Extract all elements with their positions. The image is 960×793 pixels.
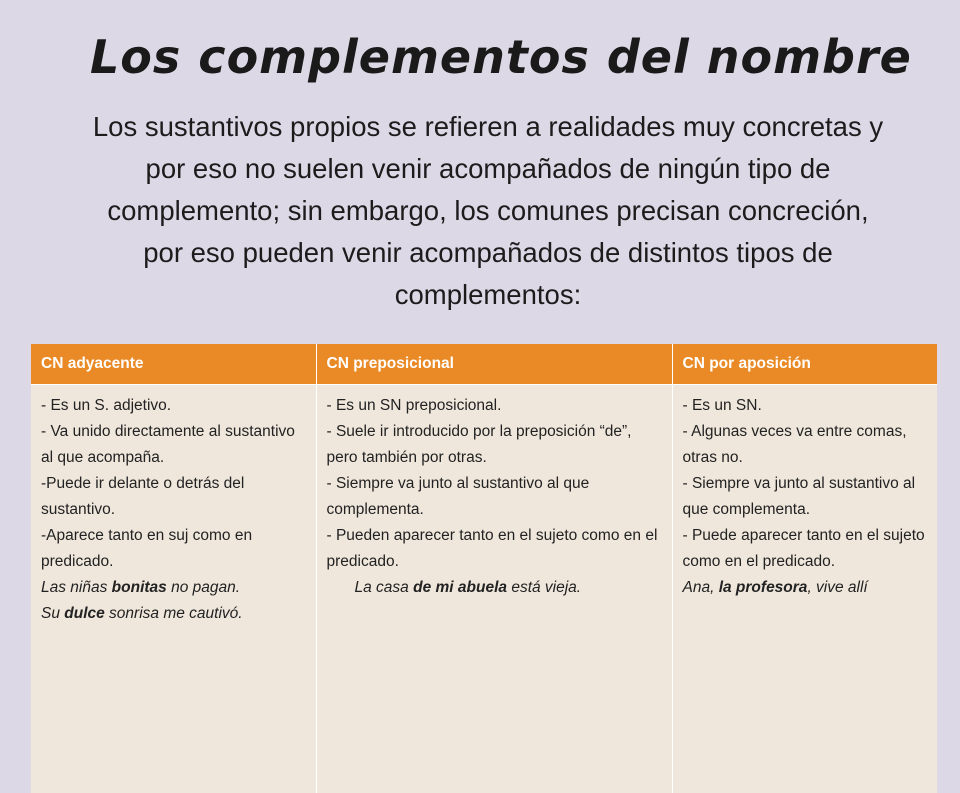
list-item: - Va unido directamente al sustantivo al que acompaña. [41,419,307,471]
example-text: La casa [355,579,414,596]
list-item: - Es un S. adjetivo. [41,393,307,419]
list-item: -Aparece tanto en suj como en predicado. [41,523,307,575]
example-sentence [327,575,663,601]
example-text: está vieja. [507,579,581,596]
cell-cn-aposicion [672,385,937,793]
example-sentence [683,575,929,601]
list-item: - Es un SN preposicional. [327,393,663,419]
table-header-row [31,344,937,385]
list-item: - Pueden aparecer tanto en el sujeto como en el predicado. [327,523,663,575]
list-item: -Puede ir delante o detrás del sustantivo. [41,471,307,523]
example-text: Ana, [683,579,719,596]
example-highlight: la profesora [719,579,808,596]
list-item: - Suele ir introducido por la preposición “de”, pero también por otras. [327,419,663,471]
example-text: Su [41,605,64,622]
intro-paragraph: Los sustantivos propios se refieren a realidades muy concretas y por eso no suelen venir acompañados de ningún tipo de complemento; sin embargo, los comunes precisan concreción, por eso pueden venir acompañados de distintos tipos de complementos: [88,106,888,316]
example-highlight: de mi abuela [413,579,507,596]
example-text: no pagan. [167,579,240,596]
complements-table [31,344,937,793]
example-sentence [41,601,307,627]
header-cn-aposicion: CN por aposición [672,344,937,385]
example-text: sonrisa me cautivó. [105,605,243,622]
example-text: Las niñas [41,579,112,596]
cell-cn-preposicional [316,385,672,793]
example-highlight: dulce [64,605,104,622]
header-cn-adyacente: CN adyacente [31,344,316,385]
slide-title: Los complementos del nombre [90,30,912,84]
example-text: , vive allí [807,579,867,596]
list-item: - Puede aparecer tanto en el sujeto como en el predicado. [683,523,929,575]
list-item: - Algunas veces va entre comas, otras no. [683,419,929,471]
list-item: - Es un SN. [683,393,929,419]
list-item: - Siempre va junto al sustantivo al que complementa. [683,471,929,523]
header-cn-preposicional: CN preposicional [316,344,672,385]
example-sentence [41,575,307,601]
cell-cn-adyacente [31,385,316,793]
table-row [31,385,937,793]
example-highlight: bonitas [112,579,167,596]
list-item: - Siempre va junto al sustantivo al que complementa. [327,471,663,523]
